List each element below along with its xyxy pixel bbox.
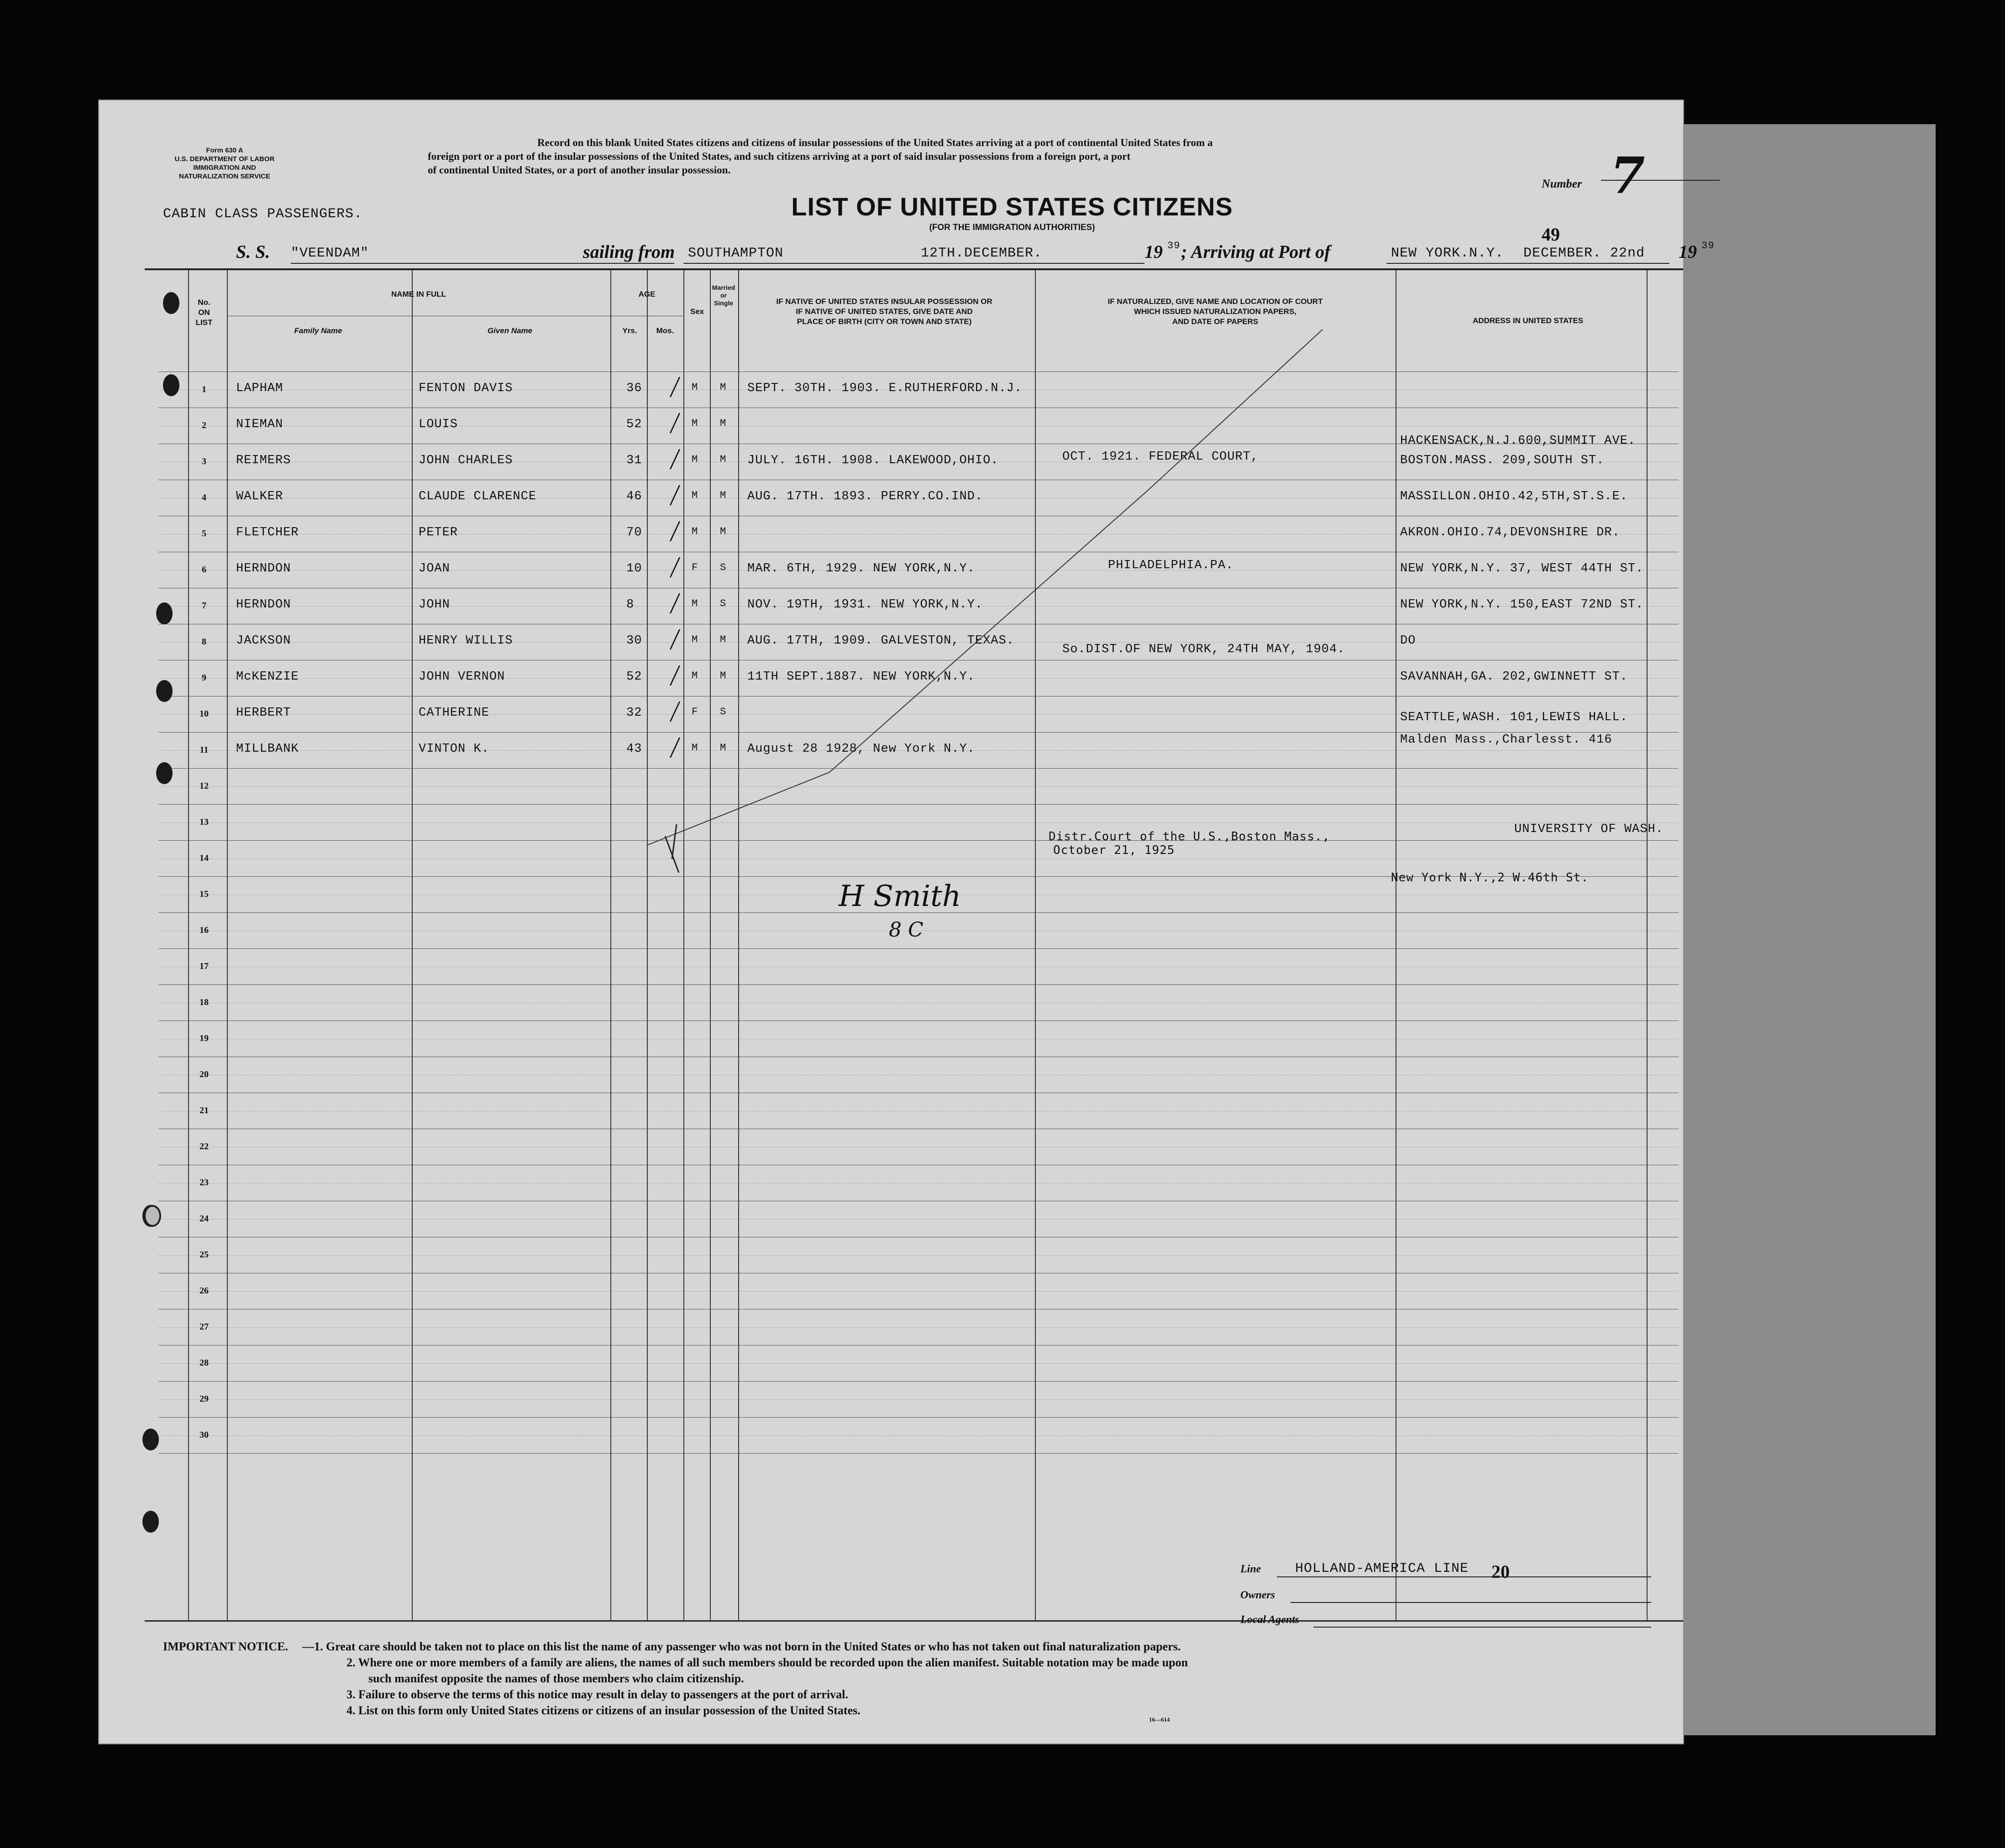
- ship-name: "VEENDAM": [291, 246, 369, 261]
- family-name: HERBERT: [236, 706, 291, 720]
- address: NEW YORK,N.Y. 150,EAST 72ND ST.: [1400, 598, 1644, 612]
- nat-row3-line2: PHILADELPHIA.PA.: [1108, 559, 1234, 572]
- age: 70: [626, 526, 642, 539]
- married-single: M: [720, 634, 727, 645]
- family-name: FLETCHER: [236, 526, 299, 539]
- given-name: JOHN CHARLES: [419, 454, 513, 467]
- row-number: 5: [202, 529, 206, 539]
- sex: M: [692, 490, 698, 501]
- line-value: HOLLAND-AMERICA LINE: [1295, 1561, 1469, 1576]
- row-number: 15: [199, 889, 209, 899]
- row-number: 18: [199, 997, 209, 1007]
- punch-hole: [142, 1511, 159, 1533]
- sex: M: [692, 742, 698, 754]
- given-name: CATHERINE: [419, 706, 489, 720]
- given-name: CLAUDE CLARENCE: [419, 490, 537, 503]
- punch-hole: [156, 680, 173, 702]
- handwritten-initials: 8 C: [889, 918, 924, 942]
- birth-info: AUG. 17TH, 1909. GALVESTON, TEXAS.: [747, 634, 1014, 648]
- given-name: HENRY WILLIS: [419, 634, 513, 648]
- header-no-1: No.: [198, 298, 210, 307]
- line-underline: [1277, 1576, 1651, 1577]
- notice-2-cont: such manifest opposite the names of those members who claim citizenship.: [368, 1672, 744, 1685]
- row-number: 24: [199, 1214, 209, 1224]
- married-single: M: [720, 454, 727, 465]
- total-count: 20: [1491, 1561, 1510, 1582]
- married-single: M: [720, 526, 727, 537]
- married-single: M: [720, 382, 727, 393]
- arrival-port: NEW YORK.N.Y.: [1391, 246, 1504, 261]
- header-sex: Sex: [690, 307, 704, 316]
- address: DO: [1400, 634, 1416, 648]
- sex: M: [692, 382, 698, 393]
- header-nat-3: AND DATE OF PAPERS: [1172, 317, 1259, 326]
- form-number: Form 630 A: [206, 147, 243, 154]
- notice-2: 2. Where one or more members of a family are aliens, the names of all such members should be recorded upon the alien manifest. Suitable notation may be made upon: [346, 1656, 1188, 1669]
- age: 8: [626, 598, 635, 612]
- number-value: 7: [1610, 146, 1645, 205]
- address: SEATTLE,WASH. 101,LEWIS HALL.: [1400, 711, 1628, 724]
- owners-label: Owners: [1240, 1589, 1275, 1601]
- agents-underline: [1313, 1627, 1651, 1628]
- addr-row10-line2: UNIVERSITY OF WASH.: [1514, 822, 1664, 836]
- page-number: 49: [1542, 224, 1560, 245]
- naturalization-info: OCT. 1921. FEDERAL COURT,: [1062, 450, 1259, 464]
- department-line-3: NATURALIZATION SERVICE: [178, 173, 270, 180]
- punch-hole: [156, 602, 173, 624]
- family-name: HERNDON: [236, 562, 291, 576]
- arrival-underline: [1386, 263, 1669, 264]
- row-number: 27: [199, 1322, 209, 1332]
- address: NEW YORK,N.Y. 37, WEST 44TH ST.: [1400, 562, 1644, 576]
- address: SAVANNAH,GA. 202,GWINNETT ST.: [1400, 670, 1628, 684]
- arr-year: 39: [1701, 240, 1715, 251]
- address: BOSTON.MASS. 209,SOUTH ST.: [1400, 454, 1605, 467]
- row-number: 14: [199, 853, 209, 863]
- diagonal-pencil-mark: [145, 270, 1683, 1620]
- address: AKRON.OHIO.74,DEVONSHIRE DR.: [1400, 526, 1620, 539]
- number-label: Number: [1542, 177, 1582, 190]
- punch-hole: [163, 374, 179, 396]
- address: HACKENSACK,N.J.600,SUMMIT AVE.: [1400, 434, 1636, 448]
- age: 10: [626, 562, 642, 576]
- sex: M: [692, 418, 698, 429]
- header-given-name: Given Name: [487, 326, 533, 335]
- row-number: 16: [199, 925, 209, 935]
- departure-date: 12TH.DECEMBER.: [921, 246, 1043, 261]
- birth-info: August 28 1928, New York N.Y.: [747, 742, 975, 756]
- instruction-line-2: foreign port or a port of the insular possessions of the United States, and such citizens arriving at a port of said insular possessions from a foreign port, a port: [428, 151, 1131, 162]
- row-number: 7: [202, 601, 206, 611]
- line-label: Line: [1240, 1563, 1261, 1575]
- punch-hole: [163, 292, 179, 314]
- age: 32: [626, 706, 642, 720]
- print-code: 16—614: [1149, 1716, 1170, 1723]
- agents-label: Local Agents: [1240, 1614, 1300, 1626]
- header-no-3: LIST: [195, 318, 213, 327]
- header-yrs: Yrs.: [622, 326, 637, 335]
- header-no-2: ON: [198, 308, 210, 317]
- row-number: 23: [199, 1178, 209, 1188]
- header-single: Single: [714, 299, 733, 307]
- row-number: 29: [199, 1394, 209, 1404]
- dep-year-prefix: 19: [1144, 241, 1163, 262]
- nat-row11-line2: October 21, 1925: [1053, 843, 1175, 857]
- row-number: 20: [199, 1069, 209, 1079]
- addr-row12: New York N.Y.,2 W.46th St.: [1391, 871, 1589, 885]
- address: Malden Mass.,Charlesst. 416: [1400, 733, 1612, 747]
- married-single: S: [720, 598, 727, 609]
- header-married: Married or: [712, 284, 735, 299]
- notice-3: 3. Failure to observe the terms of this notice may result in delay to passengers at the port of arrival.: [346, 1688, 848, 1701]
- sailing-label: sailing from: [583, 241, 675, 262]
- dep-year: 39: [1167, 240, 1181, 251]
- sex: M: [692, 634, 698, 645]
- department-line-1: U.S. DEPARTMENT OF LABOR: [174, 155, 275, 163]
- married-single: S: [720, 706, 727, 717]
- family-name: MILLBANK: [236, 742, 299, 756]
- married-single: M: [720, 742, 727, 754]
- birth-info: AUG. 17TH. 1893. PERRY.CO.IND.: [747, 490, 983, 503]
- arriving-label: ; Arriving at Port of: [1181, 241, 1331, 262]
- row-number: 25: [199, 1250, 209, 1260]
- married-single: M: [720, 490, 727, 501]
- header-nat-2: WHICH ISSUED NATURALIZATION PAPERS,: [1134, 307, 1297, 316]
- birth-info: MAR. 6TH, 1929. NEW YORK,N.Y.: [747, 562, 975, 576]
- family-name: REIMERS: [236, 454, 291, 467]
- row-number: 3: [202, 456, 206, 466]
- row-number: 1: [202, 384, 206, 394]
- manifest-page: [98, 99, 1715, 1744]
- family-name: NIEMAN: [236, 418, 283, 431]
- row-number: 28: [199, 1358, 209, 1368]
- row-number: 21: [199, 1105, 209, 1115]
- row-number: 17: [199, 961, 209, 971]
- given-name: JOHN VERNON: [419, 670, 505, 684]
- notice-1: —1. Great care should be taken not to place on this list the name of any passenger who was not born in the United States or who has not taken out final naturalization papers.: [302, 1640, 1181, 1653]
- header-native-3: PLACE OF BIRTH (CITY OR TOWN AND STATE): [797, 317, 972, 326]
- sex: M: [692, 598, 698, 609]
- header-name-in-full: NAME IN FULL: [391, 290, 446, 298]
- family-name: LAPHAM: [236, 382, 283, 395]
- row-number: 2: [202, 420, 206, 430]
- family-name: HERNDON: [236, 598, 291, 612]
- age: 30: [626, 634, 642, 648]
- sex: F: [692, 706, 698, 717]
- form-id-block: [172, 146, 277, 181]
- from-port: SOUTHAMPTON: [688, 246, 784, 261]
- header-address: ADDRESS IN UNITED STATES: [1472, 316, 1584, 325]
- header-nat-1: IF NATURALIZED, GIVE NAME AND LOCATION OF COURT: [1107, 297, 1323, 306]
- row-number: 9: [202, 673, 206, 683]
- age: 31: [626, 454, 642, 467]
- header-mos: Mos.: [656, 326, 674, 335]
- family-name: McKENZIE: [236, 670, 299, 684]
- age: 46: [626, 490, 642, 503]
- sex: M: [692, 526, 698, 537]
- row-number: 22: [199, 1141, 209, 1152]
- birth-info: NOV. 19TH, 1931. NEW YORK,N.Y.: [747, 598, 983, 612]
- given-name: LOUIS: [419, 418, 458, 431]
- row-number: 4: [202, 492, 206, 503]
- arrival-date: DECEMBER. 22nd: [1523, 246, 1645, 261]
- family-name: WALKER: [236, 490, 283, 503]
- header-native-2: IF NATIVE OF UNITED STATES, GIVE DATE AND: [796, 307, 973, 316]
- married-single: M: [720, 418, 727, 429]
- married-single: S: [720, 562, 727, 573]
- sailing-underline: [683, 263, 1144, 264]
- notice-title: IMPORTANT NOTICE.: [163, 1640, 289, 1653]
- manifest-table: [145, 268, 1683, 1622]
- ss-label: S. S.: [236, 241, 270, 262]
- instruction-line-1: Record on this blank United States citizens and citizens of insular possessions of the United States arriving at a port of continental United States from a: [537, 137, 1213, 148]
- given-name: PETER: [419, 526, 458, 539]
- given-name: JOAN: [419, 562, 450, 576]
- birth-info: 11TH SEPT.1887. NEW YORK,N.Y.: [747, 670, 975, 684]
- instruction-line-3: of continental United States, or a port of another insular possession.: [428, 164, 731, 176]
- row-number: 8: [202, 637, 206, 647]
- sex: F: [692, 562, 698, 573]
- row-number: 26: [199, 1286, 209, 1296]
- given-name: VINTON K.: [419, 742, 489, 756]
- punch-hole: [144, 1205, 161, 1227]
- given-name: JOHN: [419, 598, 450, 612]
- punch-hole: [156, 762, 173, 784]
- family-name: JACKSON: [236, 634, 291, 648]
- married-single: M: [720, 670, 727, 681]
- owners-underline: [1291, 1602, 1651, 1603]
- row-number: 13: [199, 817, 209, 827]
- age: 36: [626, 382, 642, 395]
- row-number: 12: [199, 781, 209, 791]
- header-age: AGE: [638, 290, 656, 298]
- background-sheet: [1643, 124, 1936, 1735]
- nat-row11-line1: Distr.Court of the U.S.,Boston Mass.,: [1049, 830, 1330, 843]
- header-native-1: IF NATIVE OF UNITED STATES INSULAR POSSESSION OR: [776, 297, 992, 306]
- form-title: LIST OF UNITED STATES CITIZENS: [791, 192, 1233, 221]
- age: 52: [626, 418, 642, 431]
- age: 43: [626, 742, 642, 756]
- row-number: 6: [202, 565, 206, 575]
- nat-row5: So.DIST.OF NEW YORK, 24TH MAY, 1904.: [1062, 643, 1345, 656]
- sex: M: [692, 454, 698, 465]
- sex: M: [692, 670, 698, 681]
- address: MASSILLON.OHIO.42,5TH,ST.S.E.: [1400, 490, 1628, 503]
- arr-year-prefix: 19: [1679, 241, 1697, 262]
- row-number: 10: [199, 709, 209, 719]
- handwritten-signature: H Smith: [839, 880, 961, 913]
- punch-hole: [142, 1429, 159, 1450]
- notice-4: 4. List on this form only United States citizens or citizens of an insular possession of the United States.: [346, 1704, 861, 1717]
- birth-info: SEPT. 30TH. 1903. E.RUTHERFORD.N.J.: [747, 382, 1023, 395]
- age: 52: [626, 670, 642, 684]
- instructions: [428, 136, 1569, 177]
- row-number: 11: [199, 745, 209, 755]
- row-number: 19: [199, 1033, 209, 1043]
- header-family-name: Family Name: [294, 326, 342, 335]
- ship-underline: [291, 263, 674, 264]
- given-name: FENTON DAVIS: [419, 382, 513, 395]
- row-number: 30: [199, 1430, 209, 1440]
- form-subtitle: (FOR THE IMMIGRATION AUTHORITIES): [929, 223, 1095, 232]
- class-label: CABIN CLASS PASSENGERS.: [163, 206, 363, 222]
- birth-info: JULY. 16TH. 1908. LAKEWOOD,OHIO.: [747, 454, 999, 467]
- department-line-2: IMMIGRATION AND: [193, 164, 256, 172]
